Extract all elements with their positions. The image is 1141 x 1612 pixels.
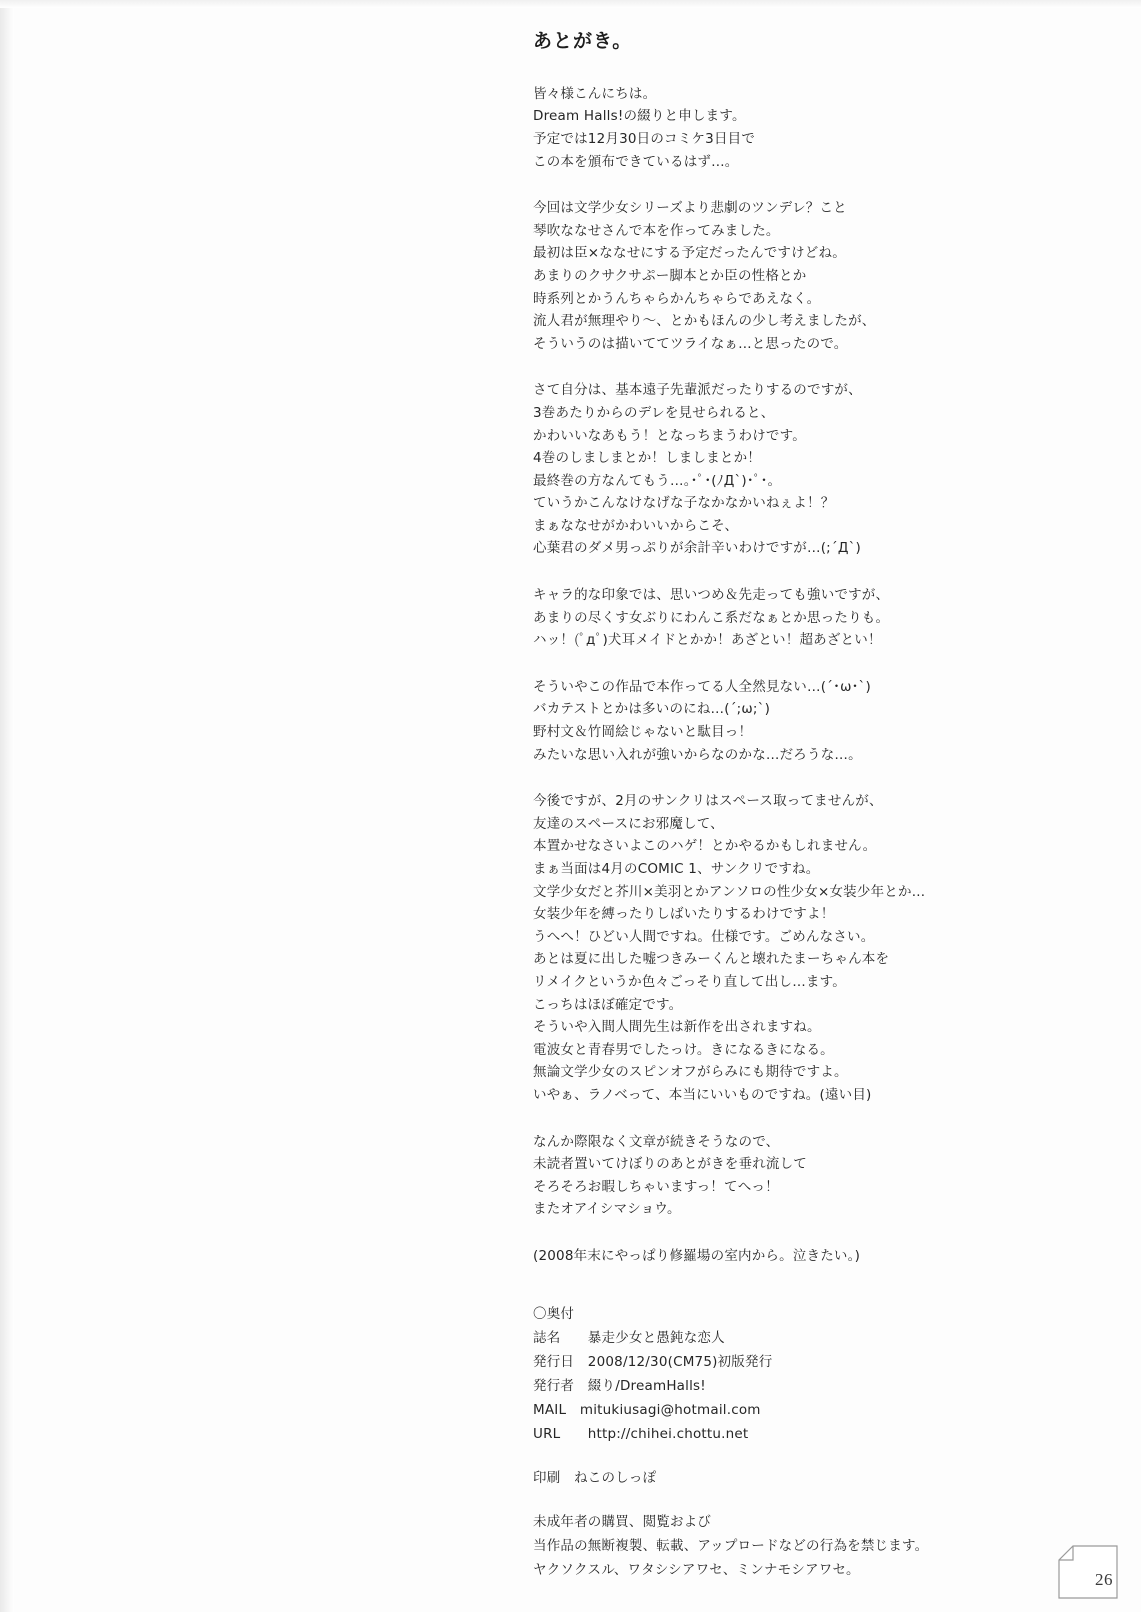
text-line: うへへ！ひどい人間ですね。仕様です。ごめんなさい。: [533, 928, 875, 945]
text-line: 今回は文学少女シリーズより悲劇のツンデレ？こと: [533, 200, 847, 217]
paragraph-signature: [533, 1245, 1093, 1268]
text-line: 未読者置いてけぼりのあとがきを垂れ流して: [533, 1156, 807, 1173]
colophon-entry-url: URL http://chihei.chottu.net: [533, 1425, 749, 1442]
text-line: さて自分は、基本遠子先輩派だったりするのですが、: [533, 382, 862, 399]
page-number: 26: [1095, 1570, 1113, 1589]
text-line: あまりのクサクサぷー脚本とか臣の性格とか: [533, 267, 807, 284]
text-line: まぁななせがかわいいからこそ、: [533, 517, 739, 534]
colophon-entry-mail: MAIL mitukiusagi@hotmail.com: [533, 1401, 761, 1418]
text-line: そういやこの作品で本作ってる人全然見ない…(´･ω･`): [533, 678, 871, 695]
text-line: 皆々様こんにちは。: [533, 85, 657, 102]
afterword-column: [533, 30, 1093, 1582]
text-line: 友達のスペースにお邪魔して、: [533, 815, 724, 832]
text-line: 本置かせなさいよこのハゲ！とかやるかもしれません。: [533, 838, 877, 855]
text-line: (2008年末にやっぱり修羅場の室内から。泣きたい。): [533, 1247, 861, 1264]
text-line: 時系列とかうんちゃらかんちゃらであえなく。: [533, 290, 821, 307]
text-line: あとは夏に出した嘘つきみーくんと壊れたまーちゃん本を: [533, 951, 890, 968]
text-line: 心葉君のダメ男っぷりが余計辛いわけですが…(;´Д`): [533, 540, 862, 557]
text-line: そういうのは描いててツライなぁ…と思ったので。: [533, 335, 848, 352]
text-line: 琴吹ななせさんで本を作ってみました。: [533, 222, 780, 239]
paragraph-greeting: [533, 83, 1093, 173]
text-line: 野村文＆竹岡絵じゃないと駄目っ！: [533, 724, 753, 741]
text-line: バカテストとかは多いのにね…(´;ω;`): [533, 701, 771, 718]
text-line: なんか際限なく文章が続きそうなので、: [533, 1133, 780, 1150]
text-line: Dream Halls!の綴りと申します。: [533, 108, 746, 125]
colophon-heading: 〇奥付: [533, 1305, 575, 1322]
colophon-notice-line: 未成年者の購買、閲覧および: [533, 1513, 712, 1530]
paragraph-character-impression: [533, 584, 1093, 652]
text-line: 無論文学少女のスピンオフがらみにも期待ですよ。: [533, 1064, 848, 1081]
page-left-edge-shading: [0, 0, 14, 1612]
text-line: 3巻あたりからのデレを見せられると、: [533, 404, 775, 421]
text-line: かわいいなあもう！となっちまうわけです。: [533, 427, 806, 444]
colophon-notice-line: 当作品の無断複製、転載、アップロードなどの行為を禁じます。: [533, 1537, 929, 1554]
colophon-entry-title: 誌名 暴走少女と愚鈍な恋人: [533, 1329, 725, 1346]
colophon-notice-line: ヤクソクスル、ワタシシアワセ、ミンナモシアワセ。: [533, 1561, 860, 1578]
text-line: まぁ当面は4月のCOMIC 1、サンクリですね。: [533, 861, 820, 878]
text-line: 文学少女だと芥川×美羽とかアンソロの性少女×女装少年とか…: [533, 883, 926, 900]
text-line: 4巻のしましまとか！しましまとか！: [533, 450, 761, 467]
text-line: 女装少年を縛ったりしばいたりするわけですよ！: [533, 906, 835, 923]
text-line: またオアイシマショウ。: [533, 1201, 681, 1218]
paragraph-future-plans: [533, 790, 1093, 1106]
text-line: あまりの尽くす女ぶりにわんこ系だなぁとか思ったりも。: [533, 609, 890, 626]
text-line: 最終巻の方なんてもう…｡･ﾟ･(ﾉД`)･ﾟ･｡: [533, 472, 775, 489]
text-line: キャラ的な印象では、思いつめ＆先走っても強いですが、: [533, 587, 890, 604]
text-line: 電波女と青春男でしたっけ。きになるきになる。: [533, 1041, 834, 1058]
paragraph-tooko-fan: [533, 379, 1093, 560]
paragraph-doujin-scene: [533, 676, 1093, 766]
text-line: 流人君が無理やり～、とかもほんの少し考えましたが、: [533, 313, 876, 330]
page-top-edge-shading: [0, 0, 1141, 8]
page-title: あとがき。: [533, 30, 633, 52]
colophon-section: [533, 1302, 1093, 1582]
text-line: 最初は臣×ななせにする予定だったんですけどね。: [533, 245, 846, 262]
text-line: リメイクというか色々ごっそり直して出し…ます。: [533, 973, 846, 990]
text-line: こっちはほぼ確定です。: [533, 996, 683, 1013]
text-line: みたいな思い入れが強いからなのかな…だろうな…。: [533, 746, 862, 763]
paragraph-closing: [533, 1131, 1093, 1221]
text-line: ハッ！(ﾟдﾟ)犬耳メイドとかか！あざとい！超あざとい！: [533, 632, 882, 649]
colophon-entry-publish-date: 発行日 2008/12/30(CM75)初版発行: [533, 1353, 773, 1370]
text-line: 今後ですが、2月のサンクリはスペース取ってませんが、: [533, 793, 883, 810]
text-line: いやぁ、ラノベって、本当にいいものですね。(遠い目): [533, 1086, 872, 1103]
text-line: 予定では12月30日のコミケ3日目で: [533, 130, 756, 147]
text-line: そういや入間人間先生は新作を出されますね。: [533, 1019, 821, 1036]
text-line: この本を頒布できているはず…。: [533, 153, 739, 170]
paragraph-about-this-book: [533, 197, 1093, 355]
text-line: ていうかこんなけなげな子なかなかいねぇよ！？: [533, 495, 835, 512]
colophon-printer: 印刷 ねこのしっぽ: [533, 1469, 657, 1486]
text-line: そろそろお暇しちゃいますっ！てへっ！: [533, 1178, 779, 1195]
colophon-entry-publisher: 発行者 綴り/DreamHalls!: [533, 1377, 706, 1394]
